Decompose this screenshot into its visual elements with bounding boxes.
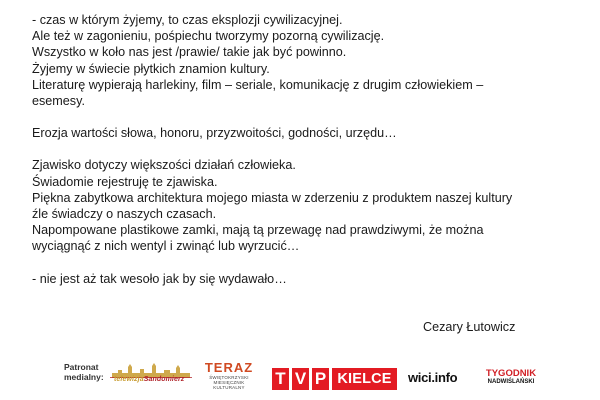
sandomierz-logo-text xyxy=(114,376,184,383)
document-body xyxy=(32,12,580,287)
tvp-letter-t: T xyxy=(272,368,289,390)
text-line: wyciągnąć z nich wentyl i zwinąć lub wyrzucić… xyxy=(32,239,300,254)
text-line: Literaturę wypierają harlekiny, film – seriale, komunikację z drugim człowiekiem – xyxy=(32,77,484,92)
tygodnik-nadwislanski-logo[interactable] xyxy=(482,368,540,386)
tygodnik-logo-title: TYGODNIK xyxy=(485,368,537,379)
tvp-letter-p: P xyxy=(312,368,329,390)
text-line: Świadomie rejestruję te zjawiska. xyxy=(32,174,218,189)
patronage-label-line1: Patronat xyxy=(64,362,99,372)
sandomierz-logo-text-a: telewizja xyxy=(114,376,144,383)
sandomierz-logo-text-b: Sandomierz xyxy=(143,376,185,383)
tvp-letter-v: V xyxy=(292,368,309,390)
paragraph-3 xyxy=(32,157,580,254)
text-line: Wszystko w koło nas jest /prawie/ takie jak być powinno. xyxy=(32,45,347,60)
tvp-city-label: KIELCE xyxy=(332,368,397,390)
author-signature: Cezary Łutowicz xyxy=(423,320,516,334)
text-line: - nie jest aż tak wesoło jak by się wydawało… xyxy=(32,271,287,286)
paragraph-4 xyxy=(32,271,580,287)
text-line: Erozja wartości słowa, honoru, przyzwoitości, godności, urzędu… xyxy=(32,126,397,141)
text-line: Napompowane plastikowe zamki, mają tą przewagę nad prawdziwymi, że można xyxy=(32,223,484,238)
tvp-kielce-logo[interactable] xyxy=(272,368,397,392)
text-line: Piękna zabytkowa architektura mojego miasta w zderzeniu z produktem naszej kultury xyxy=(32,190,513,205)
teraz-swietokrzyskie-logo[interactable] xyxy=(203,361,255,395)
text-line: Zjawisko dotyczy większości działań człowieka. xyxy=(32,158,296,173)
text-line: esemesy. xyxy=(32,94,85,109)
paragraph-spacer xyxy=(32,255,580,271)
patronage-label-line2: medialny: xyxy=(64,372,104,382)
text-line: - czas w którym żyjemy, to czas eksplozji cywilizacyjnej. xyxy=(32,13,343,27)
wici-info-logo[interactable] xyxy=(408,370,457,385)
patronage-label xyxy=(64,362,104,382)
text-line: Żyjemy w świecie płytkich znamion kultury. xyxy=(32,61,270,76)
teraz-logo-sub2: MIESIĘCZNIK KULTURALNY xyxy=(213,380,245,390)
paragraph-2 xyxy=(32,125,580,141)
wici-logo-domain: .info xyxy=(431,370,458,385)
media-patronage-bar xyxy=(0,358,600,400)
wici-logo-text: wici xyxy=(408,370,432,385)
text-line: źle świadczy o naszych czasach. xyxy=(32,207,217,222)
paragraph-1 xyxy=(32,12,580,109)
paragraph-spacer xyxy=(32,109,580,125)
teraz-logo-sub1: ŚWIĘTOKRZYSKI xyxy=(209,375,249,380)
tygodnik-logo-sub: NADWIŚLAŃSKI xyxy=(487,379,535,385)
telewizja-sandomierz-logo[interactable] xyxy=(110,362,192,388)
paragraph-spacer xyxy=(32,141,580,157)
teraz-logo-title: TERAZ xyxy=(204,360,254,375)
text-line: Ale też w zagonieniu, pośpiechu tworzymy pozorną cywilizację. xyxy=(32,29,385,44)
